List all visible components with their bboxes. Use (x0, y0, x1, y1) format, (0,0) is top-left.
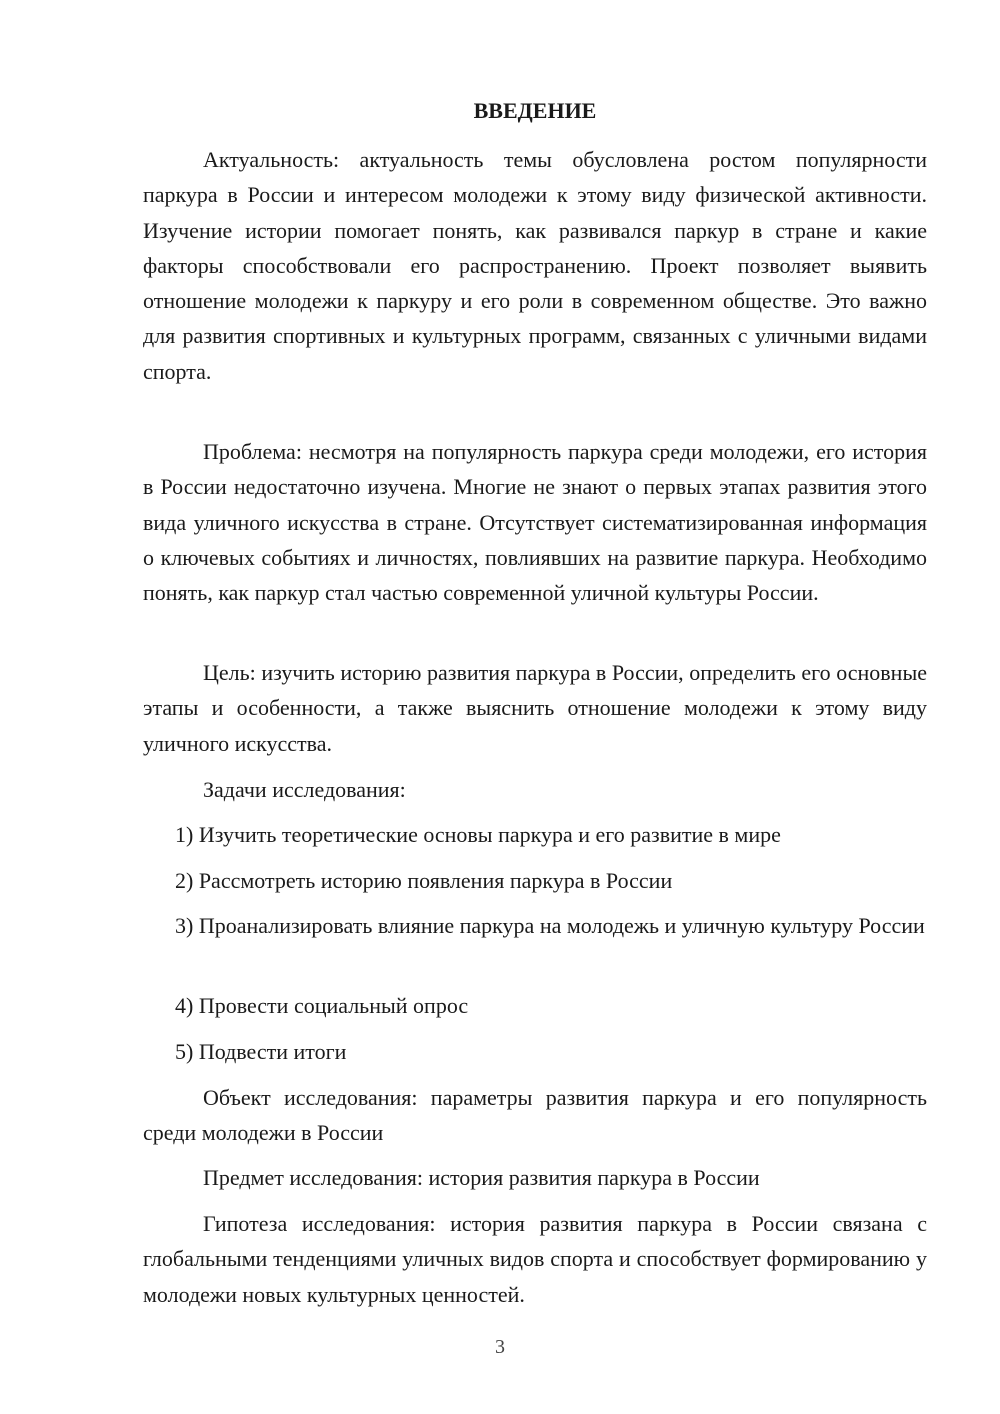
task-item-4: 4) Провести социальный опрос (175, 993, 469, 1018)
task-item-1: 1) Изучить теоретические основы паркура и его развитие в мире (175, 822, 781, 847)
paragraph-subject: Предмет исследования: история развития паркура в России (203, 1165, 760, 1190)
page-title: ВВЕДЕНИЕ (473, 98, 597, 123)
page-number: 3 (495, 1336, 505, 1358)
task-item-5: 5) Подвести итоги (175, 1039, 347, 1064)
paragraph-goal: Цель: изучить историю развития паркура в России, определить его основные этапы и особенности, а также выяснить отношение молодежи к этому виду уличного искусства. (143, 660, 927, 756)
paragraph-relevance: Актуальность: актуальность темы обусловлена ростом популярности паркура в России и интересом молодежи к этому виду физической активности. Изучение истории помогает понять, как развивался паркур в стране и какие факторы способствовали его распространению. Проект позволяет выявить отношение молодежи к паркуру и его роли в современном обществе. Это важно для развития спортивных и культурных программ, связанных с уличными видами спорта. (143, 147, 927, 384)
paragraph-tasks-heading: Задачи исследования: (203, 777, 406, 802)
task-item-2: 2) Рассмотреть историю появления паркура в России (175, 868, 673, 893)
paragraph-object: Объект исследования: параметры развития паркура и его популярность среди молодежи в России (143, 1085, 927, 1146)
paragraph-problem: Проблема: несмотря на популярность паркура среди молодежи, его история в России недостаточно изучена. Многие не знают о первых этапах развития этого вида уличного искусства в стране. Отсутствует систематизированная информация о ключевых событиях и личностях, повлиявших на развитие паркура. Необходимо понять, как паркур стал частью современной уличной культуры России. (143, 439, 927, 606)
paragraph-hypothesis: Гипотеза исследования: история развития паркура в России связана с глобальными тенденциями уличных видов спорта и способствует формированию у молодежи новых культурных ценностей. (143, 1211, 927, 1307)
task-item-3: 3) Проанализировать влияние паркура на молодежь и уличную культуру России (175, 913, 925, 938)
